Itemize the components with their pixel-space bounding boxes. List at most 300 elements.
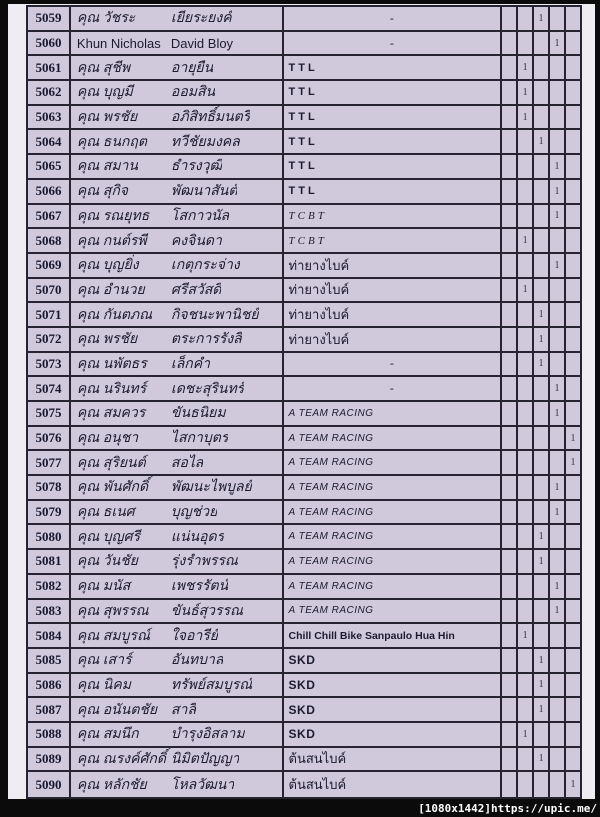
team-name: SKD	[284, 723, 503, 746]
rider-last-name: ใจอารีย์	[170, 628, 218, 644]
tick-cell-2	[518, 600, 534, 623]
rider-number: 5071	[28, 303, 71, 326]
tick-cell-1	[502, 525, 518, 548]
rider-number: 5085	[28, 649, 71, 672]
tick-cell-5	[566, 81, 580, 104]
rider-last-name: ออมสิน	[170, 85, 216, 101]
team-name: Chill Chill Bike Sanpaulo Hua Hin	[284, 624, 503, 647]
tick-cell-5	[566, 155, 580, 178]
tick-cell-5	[566, 130, 580, 153]
rider-name-cell	[71, 130, 284, 153]
tick-cell-5: 1	[570, 432, 576, 444]
rider-name-cell	[71, 575, 284, 598]
tick-cell-1	[502, 377, 518, 400]
table-row	[28, 600, 580, 625]
rider-name-cell	[71, 402, 284, 425]
tick-cell-2	[518, 32, 534, 55]
tick-cell-2	[518, 427, 534, 450]
rider-first-name: คุณ สมนึก	[76, 727, 139, 743]
rider-first-name: คุณ สุกิจ	[76, 184, 128, 200]
table-row	[28, 525, 580, 550]
tick-cell-5	[566, 377, 580, 400]
table-row	[28, 723, 580, 748]
table-row	[28, 155, 580, 180]
tick-cell-2	[518, 575, 534, 598]
tick-cell-4	[550, 674, 566, 697]
tick-cell-2	[518, 649, 534, 672]
team-name: ท่ายางไบค์	[284, 328, 503, 351]
tick-cell-3	[534, 81, 550, 104]
rider-number: 5088	[28, 723, 71, 746]
table-row	[28, 303, 580, 328]
rider-first-name: คุณ รณยุทธ	[76, 208, 150, 224]
tick-cell-4	[550, 772, 566, 797]
team-name: TTL	[284, 155, 503, 178]
tick-cell-1	[502, 229, 518, 252]
rider-last-name: บำรุงอิสลาม	[170, 727, 245, 743]
rider-name-cell	[71, 205, 284, 228]
rider-number: 5069	[28, 254, 71, 277]
tick-cell-1	[502, 674, 518, 697]
rider-last-name: ขันธ์สุวรรณ	[170, 603, 244, 619]
rider-last-name: เล็กคำ	[170, 356, 210, 372]
tick-cell-5	[566, 56, 580, 79]
table-row	[28, 229, 580, 254]
tick-cell-1	[502, 205, 518, 228]
rider-name-cell	[71, 525, 284, 548]
rider-name-cell	[71, 649, 284, 672]
rider-first-name: คุณ อนันตชัย	[76, 702, 158, 718]
rider-name-cell	[71, 56, 284, 79]
rider-last-name: พัฒนะไพบูลย์	[170, 480, 252, 496]
tick-cell-2	[518, 402, 534, 425]
team-name: A TEAM RACING	[284, 427, 503, 450]
tick-cell-3: 1	[534, 550, 550, 573]
rider-name-cell	[71, 476, 284, 499]
rider-first-name: คุณ นพัตธร	[76, 356, 147, 372]
tick-cell-4	[550, 130, 566, 153]
rider-number: 5084	[28, 624, 71, 647]
table-row	[28, 402, 580, 427]
tick-cell-2: 1	[518, 229, 534, 252]
table-row	[28, 7, 580, 32]
team-name: -	[284, 377, 503, 400]
rider-name-cell	[71, 377, 284, 400]
tick-cell-3	[534, 279, 550, 302]
tick-cell-3: 1	[534, 698, 550, 721]
rider-first-name: คุณ มนัส	[76, 579, 131, 595]
tick-cell-3	[534, 254, 550, 277]
rider-name-cell	[71, 279, 284, 302]
team-name: ท่ายางไบค์	[284, 303, 503, 326]
frame-edge-right	[595, 0, 600, 817]
tick-cell-3	[534, 155, 550, 178]
team-name: -	[284, 32, 503, 55]
rider-name-cell	[71, 501, 284, 524]
tick-cell-3	[534, 575, 550, 598]
rider-number: 5079	[28, 501, 71, 524]
tick-cell-2	[518, 180, 534, 203]
rider-number: 5082	[28, 575, 71, 598]
rider-number: 5062	[28, 81, 71, 104]
rider-name-cell	[71, 303, 284, 326]
rider-last-name: ธำรงวุฒิ	[170, 159, 223, 175]
rider-last-name: ทวีชัยมงคล	[170, 134, 240, 150]
tick-cell-1	[502, 279, 518, 302]
tick-cell-5	[566, 476, 580, 499]
team-name: TCBT	[284, 229, 503, 252]
rider-number: 5076	[28, 427, 71, 450]
team-name: ท่ายางไบค์	[284, 279, 503, 302]
tick-cell-1	[502, 353, 518, 376]
rider-name-cell	[71, 674, 284, 697]
table-row	[28, 130, 580, 155]
table-row	[28, 649, 580, 674]
rider-number: 5061	[28, 56, 71, 79]
tick-cell-2	[518, 205, 534, 228]
table-row	[28, 254, 580, 279]
tick-cell-5	[566, 180, 580, 203]
tick-cell-1	[502, 303, 518, 326]
tick-cell-2: 1	[518, 279, 534, 302]
tick-cell-5	[566, 748, 580, 771]
tick-cell-3	[534, 600, 550, 623]
frame-edge-top	[0, 0, 600, 4]
tick-cell-4: 1	[550, 501, 566, 524]
tick-cell-4	[550, 7, 566, 30]
rider-number: 5080	[28, 525, 71, 548]
watermark-bar	[0, 799, 600, 817]
tick-cell-5	[566, 723, 580, 746]
table-row	[28, 624, 580, 649]
table-row	[28, 279, 580, 304]
table-row	[28, 32, 580, 57]
tick-cell-4: 1	[550, 476, 566, 499]
tick-cell-4: 1	[550, 205, 566, 228]
tick-cell-1	[502, 32, 518, 55]
rider-first-name: คุณ กันตภณ	[76, 307, 153, 323]
rider-name-cell	[71, 723, 284, 746]
tick-cell-2: 1	[518, 81, 534, 104]
rider-last-name: เดชะสุรินทร์	[170, 381, 245, 397]
tick-cell-1	[502, 575, 518, 598]
rider-number: 5065	[28, 155, 71, 178]
tick-cell-4: 1	[550, 575, 566, 598]
tick-cell-2	[518, 748, 534, 771]
rider-name-cell	[71, 550, 284, 573]
tick-cell-5	[566, 106, 580, 129]
tick-cell-4	[550, 550, 566, 573]
table-row	[28, 451, 580, 476]
rider-number: 5077	[28, 451, 71, 474]
tick-cell-5	[566, 229, 580, 252]
table-row	[28, 772, 580, 797]
rider-last-name: สาลี	[170, 702, 196, 718]
rider-name-cell	[71, 353, 284, 376]
tick-cell-1	[502, 748, 518, 771]
table-row	[28, 205, 580, 230]
tick-cell-5	[566, 205, 580, 228]
team-name: ต้นสนไบค์	[284, 748, 503, 771]
rider-name-cell	[71, 7, 284, 30]
tick-cell-1	[502, 624, 518, 647]
tick-cell-5	[566, 550, 580, 573]
tick-cell-5	[566, 698, 580, 721]
tick-cell-3	[534, 56, 550, 79]
tick-cell-4	[550, 56, 566, 79]
rider-number: 5086	[28, 674, 71, 697]
tick-cell-4: 1	[550, 600, 566, 623]
tick-cell-5	[566, 575, 580, 598]
team-name: A TEAM RACING	[284, 600, 503, 623]
rider-last-name: ทรัพย์สมบูรณ์	[170, 677, 253, 693]
rider-name-cell	[71, 748, 284, 771]
rider-first-name: คุณ สมควร	[76, 406, 146, 422]
rider-first-name: คุณ บุญมี	[76, 85, 133, 101]
tick-cell-3	[534, 205, 550, 228]
rider-number: 5081	[28, 550, 71, 573]
tick-cell-2	[518, 353, 534, 376]
rider-first-name: Khun Nicholas	[76, 35, 161, 51]
team-name: SKD	[284, 674, 503, 697]
rider-first-name: คุณ เสาร์	[76, 653, 132, 669]
table-row	[28, 328, 580, 353]
tick-cell-4	[550, 303, 566, 326]
rider-first-name: คุณ ณรงค์ศักดิ์	[76, 751, 166, 767]
tick-cell-4	[550, 229, 566, 252]
tick-cell-1	[502, 427, 518, 450]
tick-cell-3	[534, 427, 550, 450]
tick-cell-3: 1	[534, 674, 550, 697]
tick-cell-5	[566, 32, 580, 55]
rider-last-name: เกตุกระจ่าง	[170, 258, 240, 274]
tick-cell-5	[566, 501, 580, 524]
rider-number: 5078	[28, 476, 71, 499]
tick-cell-4: 1	[550, 155, 566, 178]
tick-cell-4	[550, 748, 566, 771]
tick-cell-5	[566, 254, 580, 277]
tick-cell-4: 1	[550, 377, 566, 400]
rider-last-name: นิมิตปัญญา	[170, 751, 240, 767]
table-row	[28, 180, 580, 205]
team-name: SKD	[284, 698, 503, 721]
tick-cell-1	[502, 56, 518, 79]
rider-first-name: คุณ นิคม	[76, 677, 131, 693]
rider-name-cell	[71, 772, 284, 797]
rider-first-name: คุณ บุญศรี	[76, 529, 140, 545]
rider-last-name: กิจชนะพานิชย์	[170, 307, 259, 323]
tick-cell-5: 1	[570, 457, 576, 469]
rider-first-name: คุณ สมาน	[76, 159, 138, 175]
tick-cell-2	[518, 772, 534, 797]
rider-name-cell	[71, 180, 284, 203]
rider-number: 5066	[28, 180, 71, 203]
table-row	[28, 674, 580, 699]
rider-first-name: คุณ บุญยิ่ง	[76, 258, 139, 274]
tick-cell-5	[566, 600, 580, 623]
tick-cell-2	[518, 328, 534, 351]
rider-number: 5064	[28, 130, 71, 153]
rider-first-name: คุณ พรชัย	[76, 110, 138, 126]
team-name: TTL	[284, 106, 503, 129]
tick-cell-5	[566, 674, 580, 697]
rider-last-name: David Bloy	[170, 35, 234, 51]
rider-number: 5072	[28, 328, 71, 351]
watermark-text: [1080x1442]https://upic.me/	[418, 801, 597, 815]
tick-cell-2	[518, 377, 534, 400]
rider-first-name: คุณ สมบูรณ์	[76, 628, 150, 644]
table-row	[28, 106, 580, 131]
tick-cell-3: 1	[534, 328, 550, 351]
team-name: -	[284, 7, 503, 30]
tick-cell-3	[534, 624, 550, 647]
team-name: TTL	[284, 81, 503, 104]
rider-first-name: คุณ สุชีพ	[76, 60, 131, 76]
tick-cell-4	[550, 427, 566, 450]
rider-name-cell	[71, 451, 284, 474]
rider-last-name: ตระการรังสี	[170, 332, 242, 348]
tick-cell-2: 1	[518, 106, 534, 129]
tick-cell-3: 1	[534, 748, 550, 771]
tick-cell-1	[502, 180, 518, 203]
table-row	[28, 353, 580, 378]
rider-last-name: พัฒนาสันต์	[170, 184, 238, 200]
team-name: TTL	[284, 180, 503, 203]
rider-number: 5059	[28, 7, 71, 30]
tick-cell-1	[502, 451, 518, 474]
table-row	[28, 56, 580, 81]
tick-cell-3: 1	[534, 7, 550, 30]
rider-first-name: คุณ สุพรรณ	[76, 603, 149, 619]
rider-last-name: อายุยืน	[170, 60, 214, 76]
table-row	[28, 748, 580, 773]
tick-cell-5	[566, 328, 580, 351]
tick-cell-3: 1	[534, 649, 550, 672]
tick-cell-3	[534, 451, 550, 474]
tick-cell-3	[534, 180, 550, 203]
rider-name-cell	[71, 81, 284, 104]
rider-last-name: แน่นอุดร	[170, 529, 225, 545]
rider-name-cell	[71, 328, 284, 351]
table-row	[28, 501, 580, 526]
rider-first-name: คุณ สุริยนต์	[76, 455, 146, 471]
tick-cell-5	[566, 402, 580, 425]
team-name: A TEAM RACING	[284, 451, 503, 474]
rider-number: 5073	[28, 353, 71, 376]
table-row	[28, 81, 580, 106]
tick-cell-1	[502, 328, 518, 351]
tick-cell-3	[534, 501, 550, 524]
rider-name-cell	[71, 698, 284, 721]
table-row	[28, 377, 580, 402]
table-row	[28, 550, 580, 575]
tick-cell-4	[550, 279, 566, 302]
tick-cell-3	[534, 723, 550, 746]
rider-name-cell	[71, 32, 284, 55]
tick-cell-2	[518, 155, 534, 178]
tick-cell-1	[502, 501, 518, 524]
tick-cell-5	[566, 7, 580, 30]
tick-cell-1	[502, 723, 518, 746]
rider-number: 5074	[28, 377, 71, 400]
rider-first-name: คุณ ธนกฤต	[76, 134, 147, 150]
table-row	[28, 427, 580, 452]
tick-cell-4	[550, 451, 566, 474]
tick-cell-3	[534, 106, 550, 129]
tick-cell-4: 1	[550, 32, 566, 55]
rider-last-name: เพชรรัตน์	[170, 579, 229, 595]
rider-number: 5067	[28, 205, 71, 228]
rider-last-name: บุญช่วย	[170, 505, 218, 521]
rider-last-name: โหลวัฒนา	[170, 777, 235, 793]
tick-cell-5	[566, 649, 580, 672]
tick-cell-2	[518, 501, 534, 524]
rider-number: 5068	[28, 229, 71, 252]
tick-cell-3	[534, 32, 550, 55]
tick-cell-1	[502, 600, 518, 623]
tick-cell-3	[534, 377, 550, 400]
rider-name-cell	[71, 624, 284, 647]
tick-cell-3: 1	[534, 303, 550, 326]
rider-name-cell	[71, 254, 284, 277]
team-name: -	[284, 353, 503, 376]
tick-cell-1	[502, 81, 518, 104]
tick-cell-5	[566, 303, 580, 326]
tick-cell-2: 1	[518, 56, 534, 79]
tick-cell-2	[518, 303, 534, 326]
rider-last-name: อันทบาล	[170, 653, 224, 669]
tick-cell-4	[550, 106, 566, 129]
tick-cell-1	[502, 476, 518, 499]
tick-cell-4	[550, 723, 566, 746]
tick-cell-1	[502, 649, 518, 672]
team-name: TCBT	[284, 205, 503, 228]
team-name: A TEAM RACING	[284, 402, 503, 425]
tick-cell-4	[550, 81, 566, 104]
tick-cell-4	[550, 698, 566, 721]
rider-first-name: คุณ วัชระ	[76, 11, 136, 27]
tick-cell-1	[502, 772, 518, 797]
tick-cell-4	[550, 353, 566, 376]
tick-cell-2	[518, 476, 534, 499]
tick-cell-1	[502, 550, 518, 573]
tick-cell-2	[518, 7, 534, 30]
tick-cell-2: 1	[518, 723, 534, 746]
rider-number: 5090	[28, 772, 71, 797]
team-name: A TEAM RACING	[284, 575, 503, 598]
rider-last-name: ขันธนิยม	[170, 406, 226, 422]
rider-table	[26, 5, 582, 799]
tick-cell-1	[502, 254, 518, 277]
tick-cell-2	[518, 698, 534, 721]
tick-cell-1	[502, 698, 518, 721]
rider-last-name: เยียระยงค์	[170, 11, 232, 27]
team-name: A TEAM RACING	[284, 550, 503, 573]
rider-last-name: คงจินดา	[170, 233, 222, 249]
rider-number: 5075	[28, 402, 71, 425]
table-row	[28, 476, 580, 501]
tick-cell-4: 1	[550, 254, 566, 277]
frame-edge-left	[0, 0, 8, 817]
tick-cell-4: 1	[550, 180, 566, 203]
tick-cell-4	[550, 649, 566, 672]
tick-cell-3: 1	[534, 130, 550, 153]
tick-cell-2	[518, 130, 534, 153]
tick-cell-3	[534, 476, 550, 499]
table-row	[28, 698, 580, 723]
team-name: ท่ายางไบค์	[284, 254, 503, 277]
rider-first-name: คุณ อำนวย	[76, 282, 145, 298]
